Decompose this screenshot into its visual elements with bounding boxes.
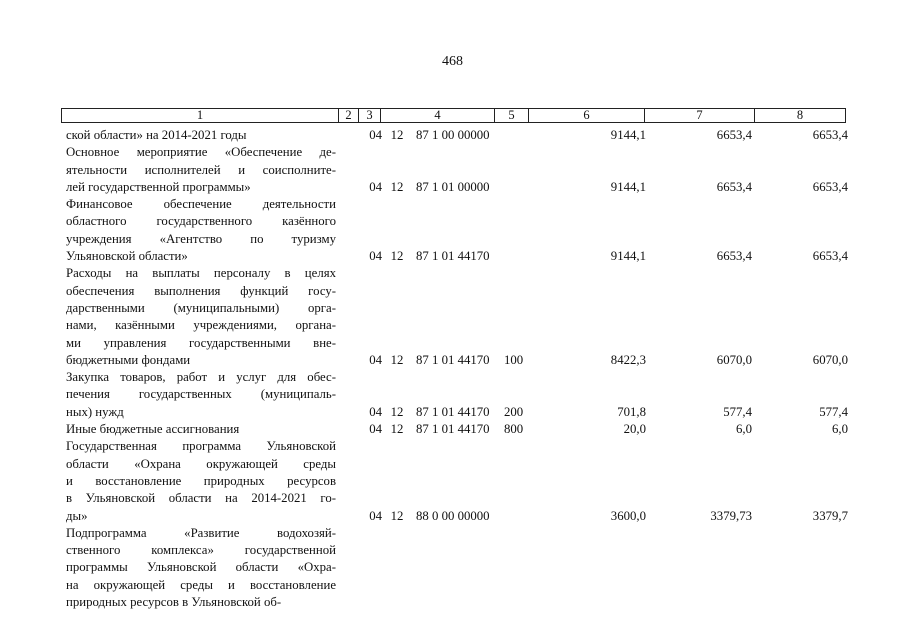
description-line: Государственная программа Ульяновской (66, 439, 336, 454)
row-cell-c4: 87 1 01 00000 (416, 179, 490, 194)
row-description (66, 144, 336, 196)
row-cell-c7: 6070,0 (716, 352, 752, 367)
description-line: нами, казёнными учреждениями, органа- (66, 318, 336, 333)
description-line: Подпрограмма «Развитие водохозяй- (66, 525, 336, 540)
description-line: областного государственного казённого (66, 214, 336, 229)
row-cell-c3: 12 (390, 508, 404, 523)
row-cell-c2: 04 (369, 404, 382, 419)
header-col-7: 7 (645, 109, 755, 122)
row-cell-c7: 6653,4 (716, 249, 752, 264)
header-col-6: 6 (529, 109, 645, 122)
description-line: печения государственных (муниципаль- (66, 387, 336, 402)
table-header (61, 108, 846, 123)
row-description (66, 438, 336, 524)
row-cell-c6: 9144,1 (610, 128, 646, 142)
row-cell-c7: 6653,4 (716, 128, 752, 142)
table-row (66, 265, 848, 369)
table-row (66, 196, 848, 265)
row-cell-c5: 800 (504, 422, 524, 437)
header-col-3: 3 (359, 109, 381, 122)
row-cell-c8: 6653,4 (812, 249, 848, 264)
row-cell-c4: 87 1 01 44170 (416, 249, 490, 264)
table-row (66, 438, 848, 524)
row-cell-c3: 12 (390, 352, 404, 367)
header-col-2: 2 (339, 109, 359, 122)
header-col-8: 8 (796, 108, 804, 122)
row-cell-c3: 12 (390, 249, 404, 264)
row-cell-c8: 577,4 (819, 404, 848, 419)
row-cell-c4: 87 1 00 00000 (416, 128, 490, 142)
row-cell-c4: 87 1 01 44170 (416, 422, 490, 437)
row-description (66, 421, 336, 438)
row-cell-c7: 6,0 (736, 422, 752, 437)
table-row (66, 525, 848, 611)
row-cell-c2: 04 (369, 249, 382, 264)
row-cell-c7: 577,4 (723, 404, 752, 419)
table-row (66, 369, 848, 421)
description-line: ственного комплекса» государственной (66, 543, 336, 558)
row-cell-c4: 87 1 01 44170 (416, 352, 490, 367)
row-cell-c2: 04 (369, 128, 382, 142)
description-line: лей государственной программы» (66, 179, 251, 194)
header-col-1: 1 (62, 109, 339, 122)
row-cell-c8: 6653,4 (812, 179, 848, 194)
row-description (66, 127, 336, 144)
description-line: Расходы на выплаты персоналу в целях (66, 266, 336, 281)
description-line: Основное мероприятие «Обеспечение де- (66, 145, 336, 160)
description-line: обеспечения выполнения функций госу- (66, 283, 336, 298)
description-line: в Ульяновской области на 2014-2021 го- (66, 491, 336, 506)
row-cell-c8: 6,0 (832, 422, 848, 437)
row-cell-c5: 100 (504, 352, 524, 367)
row-cell-c2: 04 (369, 508, 382, 523)
row-cell-c4: 88 0 00 00000 (416, 508, 490, 523)
row-cell-c6: 9144,1 (610, 249, 646, 264)
description-line: дарственными (муниципальными) орга- (66, 300, 336, 315)
description-line: ятельности исполнителей и соисполните- (66, 162, 336, 177)
header-col-4: 4 (381, 109, 495, 122)
row-cell-c2: 04 (369, 179, 382, 194)
row-cell-c7: 3379,73 (710, 508, 752, 523)
row-description (66, 196, 336, 265)
description-line: ской области» на 2014-2021 годы (66, 128, 247, 142)
row-cell-c7: 6653,4 (716, 179, 752, 194)
row-cell-c3: 12 (390, 404, 404, 419)
table-row (66, 421, 848, 438)
description-line: Финансовое обеспечение деятельности (66, 197, 336, 212)
description-line: Иные бюджетные ассигнования (66, 422, 240, 437)
description-line: программы Ульяновской области «Охра- (66, 560, 336, 575)
description-line: и восстановление природных ресурсов (66, 473, 336, 488)
description-line: области «Охрана окружающей среды (66, 456, 336, 471)
row-cell-c2: 04 (369, 352, 382, 367)
row-description (66, 525, 336, 611)
description-line: ных) нужд (66, 404, 124, 419)
row-cell-c8: 6653,4 (812, 128, 848, 142)
row-cell-c6: 701,8 (617, 404, 646, 419)
description-line: природных ресурсов в Ульяновской об- (66, 595, 282, 610)
row-cell-c6: 20,0 (623, 422, 646, 437)
description-line: Закупка товаров, работ и услуг для обес- (66, 370, 336, 385)
row-cell-c8: 3379,7 (812, 508, 848, 523)
row-cell-c3: 12 (390, 128, 404, 142)
row-cell-c6: 8422,3 (610, 352, 646, 367)
table-row (66, 127, 848, 144)
table-body (66, 127, 848, 611)
page-number: 468 (442, 54, 463, 69)
description-line: ды» (66, 508, 88, 523)
row-description (66, 369, 336, 421)
row-cell-c2: 04 (369, 422, 382, 437)
table-row (66, 144, 848, 196)
row-description (66, 265, 336, 369)
row-cell-c8: 6070,0 (812, 352, 848, 367)
description-line: учреждения «Агентство по туризму (66, 231, 336, 246)
description-line: Ульяновской области» (66, 249, 188, 264)
row-cell-c4: 87 1 01 44170 (416, 404, 490, 419)
row-cell-c3: 12 (390, 179, 404, 194)
description-line: бюджетными фондами (66, 352, 191, 367)
description-line: на окружающей среды и восстановление (66, 577, 336, 592)
header-col-5: 5 (495, 109, 529, 122)
row-cell-c6: 9144,1 (610, 179, 646, 194)
row-cell-c3: 12 (390, 422, 404, 437)
row-cell-c6: 3600,0 (610, 508, 646, 523)
row-cell-c5: 200 (504, 404, 524, 419)
description-line: ми управления государственными вне- (66, 335, 336, 350)
